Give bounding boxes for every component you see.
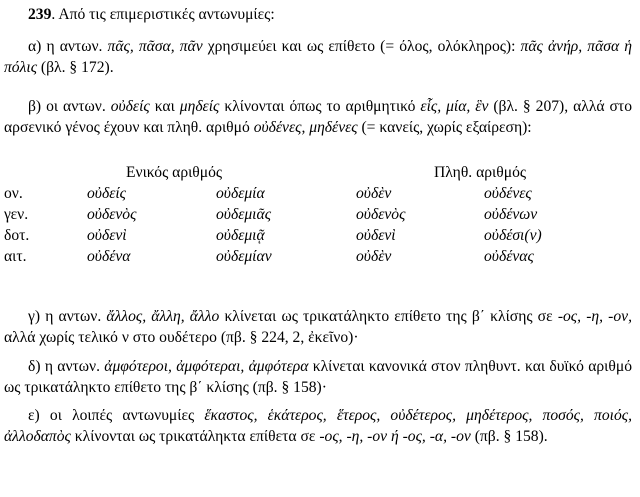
table-cell: οὐδὲν (356, 185, 392, 202)
para-b-term-3: εἷς, μία, ἓν (420, 98, 489, 115)
paragraph-a (4, 36, 632, 78)
case-label: αιτ. (4, 248, 27, 265)
table-cell: οὐδένας (484, 248, 534, 265)
table-cell: οὐδενὸς (87, 206, 137, 223)
para-e-text-2: κλίνονται ως τρικατάληκτα επίθετα σε (70, 428, 320, 445)
table-cell: οὐδένων (484, 206, 538, 223)
table-row (4, 225, 632, 246)
table-cell: οὐδενὸς (356, 206, 406, 223)
para-d-text-2: κλίνεται κανονικά στον πληθυντ. και δυϊκό αριθμό ως τρικατάληκτο επίθετο της β΄ κλίσης (πβ. § 158)· (4, 358, 633, 396)
para-c-term-2: -ος, -η, -ον, (557, 308, 632, 325)
para-b-term-4: οὐδένες, μηδένες (253, 119, 358, 136)
para-e-text-3: (πβ. § 158). (470, 428, 548, 445)
table-cell: οὐδένες (484, 185, 532, 202)
case-label: δοτ. (4, 227, 30, 244)
table-row (4, 246, 632, 267)
declension-table-header (4, 162, 632, 183)
para-b-text-2: και (149, 98, 180, 115)
para-c-text-1: γ) η αντων. (28, 308, 107, 325)
table-cell: οὐδεμία (216, 185, 265, 202)
para-d-text-1: δ) η αντων. (28, 358, 105, 375)
section-title: . Από τις επιμεριστικές αντωνυμίες: (51, 6, 275, 23)
para-a-term-2: πᾶς ἀνήρ, πᾶσα ἡ πόλις (4, 38, 632, 76)
section-number: 239 (28, 6, 52, 23)
case-label: ον. (4, 185, 23, 202)
table-cell: οὐδενὶ (87, 227, 127, 244)
table-cell: οὐδένα (87, 248, 131, 265)
para-a-text-1: α) η αντων. (28, 38, 108, 55)
para-b-text-4: (βλ. § 207), αλλά στο αρσενικό γένος έχουν και πληθ. αριθμό (4, 98, 632, 136)
table-cell: οὐδεμιᾶς (216, 206, 272, 223)
paragraph-b (4, 96, 632, 138)
para-e-text-1: ε) οι λοιπές αντωνυμίες (28, 407, 205, 424)
para-b-text-5: (= κανείς, χωρίς εξαίρεση): (357, 119, 532, 136)
para-b-term-2: μηδείς (179, 98, 220, 115)
para-b-text-1: β) οι αντων. (28, 98, 111, 115)
para-d-term-1: ἀμφότεροι, ἀμφότεραι, ἀμφότερα (104, 358, 309, 375)
paragraph-e (4, 405, 632, 447)
para-b-term-1: οὐδείς (110, 98, 150, 115)
table-cell: οὐδείς (87, 185, 127, 202)
para-e-term-2: -ος, -η, -ον ή -ος, -α, -ον (319, 428, 471, 445)
table-cell: οὐδέσι(ν) (484, 227, 542, 244)
plural-header: Πληθ. αριθμός (434, 164, 527, 181)
paragraph-c (4, 306, 632, 348)
para-a-text-3: (βλ. § 172). (37, 59, 114, 76)
case-label: γεν. (4, 206, 29, 223)
table-cell: οὐδενὶ (356, 227, 396, 244)
para-c-text-3: αλλά χωρίς τελικό ν στο ουδέτερο (πβ. § 224, 2, ἐκεῖνο)· (4, 329, 359, 346)
paragraph-d (4, 356, 632, 398)
table-row (4, 183, 632, 204)
para-c-term-1: ἄλλος, ἄλλη, ἄλλο (106, 308, 220, 325)
para-b-text-3: κλίνονται όπως το αριθμητικό (219, 98, 421, 115)
para-a-term-1: πᾶς, πᾶσα, πᾶν (107, 38, 203, 55)
para-c-text-2: κλίνεται ως τρικατάληκτο επίθετο της β΄ κλίσης σε (219, 308, 558, 325)
table-cell: οὐδὲν (356, 248, 392, 265)
table-cell: οὐδεμιᾷ (216, 227, 265, 244)
table-cell: οὐδεμίαν (216, 248, 272, 265)
singular-header: Ενικός αριθμός (126, 164, 223, 181)
para-a-text-2: χρησιμεύει και ως επίθετο (= όλος, ολόκληρος): (202, 38, 521, 55)
section-heading (4, 4, 632, 25)
para-e-term-1: ἕκαστος, ἑκάτερος, ἕτερος, οὐδέτερος, μηδέτερος, ποσός, ποιός, ἀλλοδαπὸς (4, 407, 632, 445)
table-row (4, 204, 632, 225)
